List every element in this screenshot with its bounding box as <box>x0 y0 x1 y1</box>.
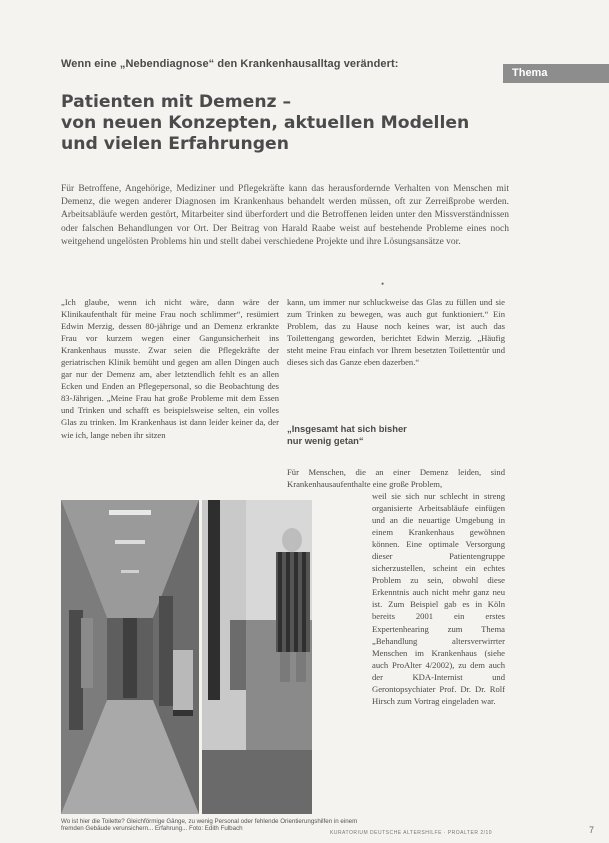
title-line-1: Patienten mit Demenz – <box>61 92 292 112</box>
page-number: 7 <box>589 825 595 835</box>
kicker: Wenn eine „Nebendiagnose“ den Krankenhausalltag verändert: <box>61 58 399 70</box>
body-column-left: „Ich glaube, wenn ich nicht wäre, dann wäre der Klinikaufenthalt für meine Frau noch schlimmer“, resümiert Edwin Merzig, dessen 80-jährige und an Demenz erkrankte Frau vor kurzem wegen einer Gangunsicherheit ins Krankenhaus musste. Zwar seien die Pflegekräfte der geriatrischen Klinik bemüht und gegen am allen Dingen auch gar nur der Demenz am, aber letztendlich fehlt es an allen Ecken und Enden an Pflegepersonal, so die Beobachtung des 83-Jährigen. „Meine Frau hat große Probleme mit dem Essen und Trinken und schafft es beispielsweise selten, ein volles Glas zu trinken. Im Krankenhaus ist dann leider keiner da, der wie ich, lange neben ihr sitzen <box>61 297 279 440</box>
footer-publication: KURATORIUM DEUTSCHE ALTERSHILFE · PROALTER 2/10 <box>330 830 493 836</box>
body-column-right-a: Für Menschen, die an einer Demenz leiden, sind Krankenhausaufenthalte eine große Problem, <box>287 467 505 490</box>
subheading <box>287 423 505 447</box>
article-title <box>61 92 501 155</box>
patient-image <box>202 500 312 814</box>
corridor-image <box>61 500 199 814</box>
title-line-3: und vielen Erfahrungen <box>61 134 289 154</box>
body-column-right-top: kann, um immer nur schluckweise das Glas zu füllen und sie zum Trinken zu bewegen, was auch gut funktioniert.“ Ein Problem, das zu Hause noch keines war, ist auch das Toilettengang geworden, berichtet Edwin Merzig. „Häufig steht meine Frau einfach vor Ihrem besetzten Toilettentür und dieses sich das Ganze eben dazerben.“ <box>287 297 505 368</box>
photo-caption: Wo ist hier die Toilette? Gleichförmige Gänge, zu wenig Personal oder fehlende Orientierungshilfen in einem fremden Gebäude verunsichern... Erfahrung... Foto: Edith Fulbach <box>61 818 358 833</box>
body-column-right-b: weil sie sich nur schlecht in streng organisierte Arbeitsabläufe einfügen und an die neuartige Umgebung in einem Krankenhaus gewöhnen können. Eine optimale Versorgung dieser Patientengruppe sicherzustellen, scheint ein echtes Problem zu sein, obwohl diese Erkenntnis auch nicht mehr ganz neu ist. Zum Beispiel gab es in Köln bereits 2001 ein erstes Expertenhearing zum Thema „Behandlung altersverwirrter Menschen im Krankenhaus (siehe auch ProAlter 4/2002), zu dem auch der KDA-Internist und Gerontopsychiater Prof. Dr. Dr. Rolf Hirsch zum Vortrag eingeladen war. <box>372 491 505 706</box>
patient-at-door-photo <box>202 500 312 814</box>
subheading-line-2: nur wenig getan“ <box>287 435 364 446</box>
section-label: Thema <box>503 64 609 83</box>
lead-paragraph: Für Betroffene, Angehörige, Mediziner und Pflegekräfte kann das herausfordernde Verhalten von Menschen mit Demenz, die wegen anderer Diagnosen im Krankenhaus behandelt werden müssen, oft zur Zerreißprobe werden. Arbeitsabläufe werden gestört, Mitarbeiter sind überfordert und die Betroffenen leiden unter den Missverständnissen oder falschen Behandlungen vor Ort. Der Beitrag von Harald Raabe weist auf bestehende Probleme eines noch weitgehend ungelösten Problems hin und stellt dabei verschiedene Projekte und ihre Lösungsansätze vor. <box>61 184 509 247</box>
hospital-corridor-photo <box>61 500 199 814</box>
subheading-line-1: „Insgesamt hat sich bisher <box>287 423 407 434</box>
separator-dot: • <box>381 279 385 289</box>
title-line-2: von neuen Konzepten, aktuellen Modellen <box>61 113 470 133</box>
